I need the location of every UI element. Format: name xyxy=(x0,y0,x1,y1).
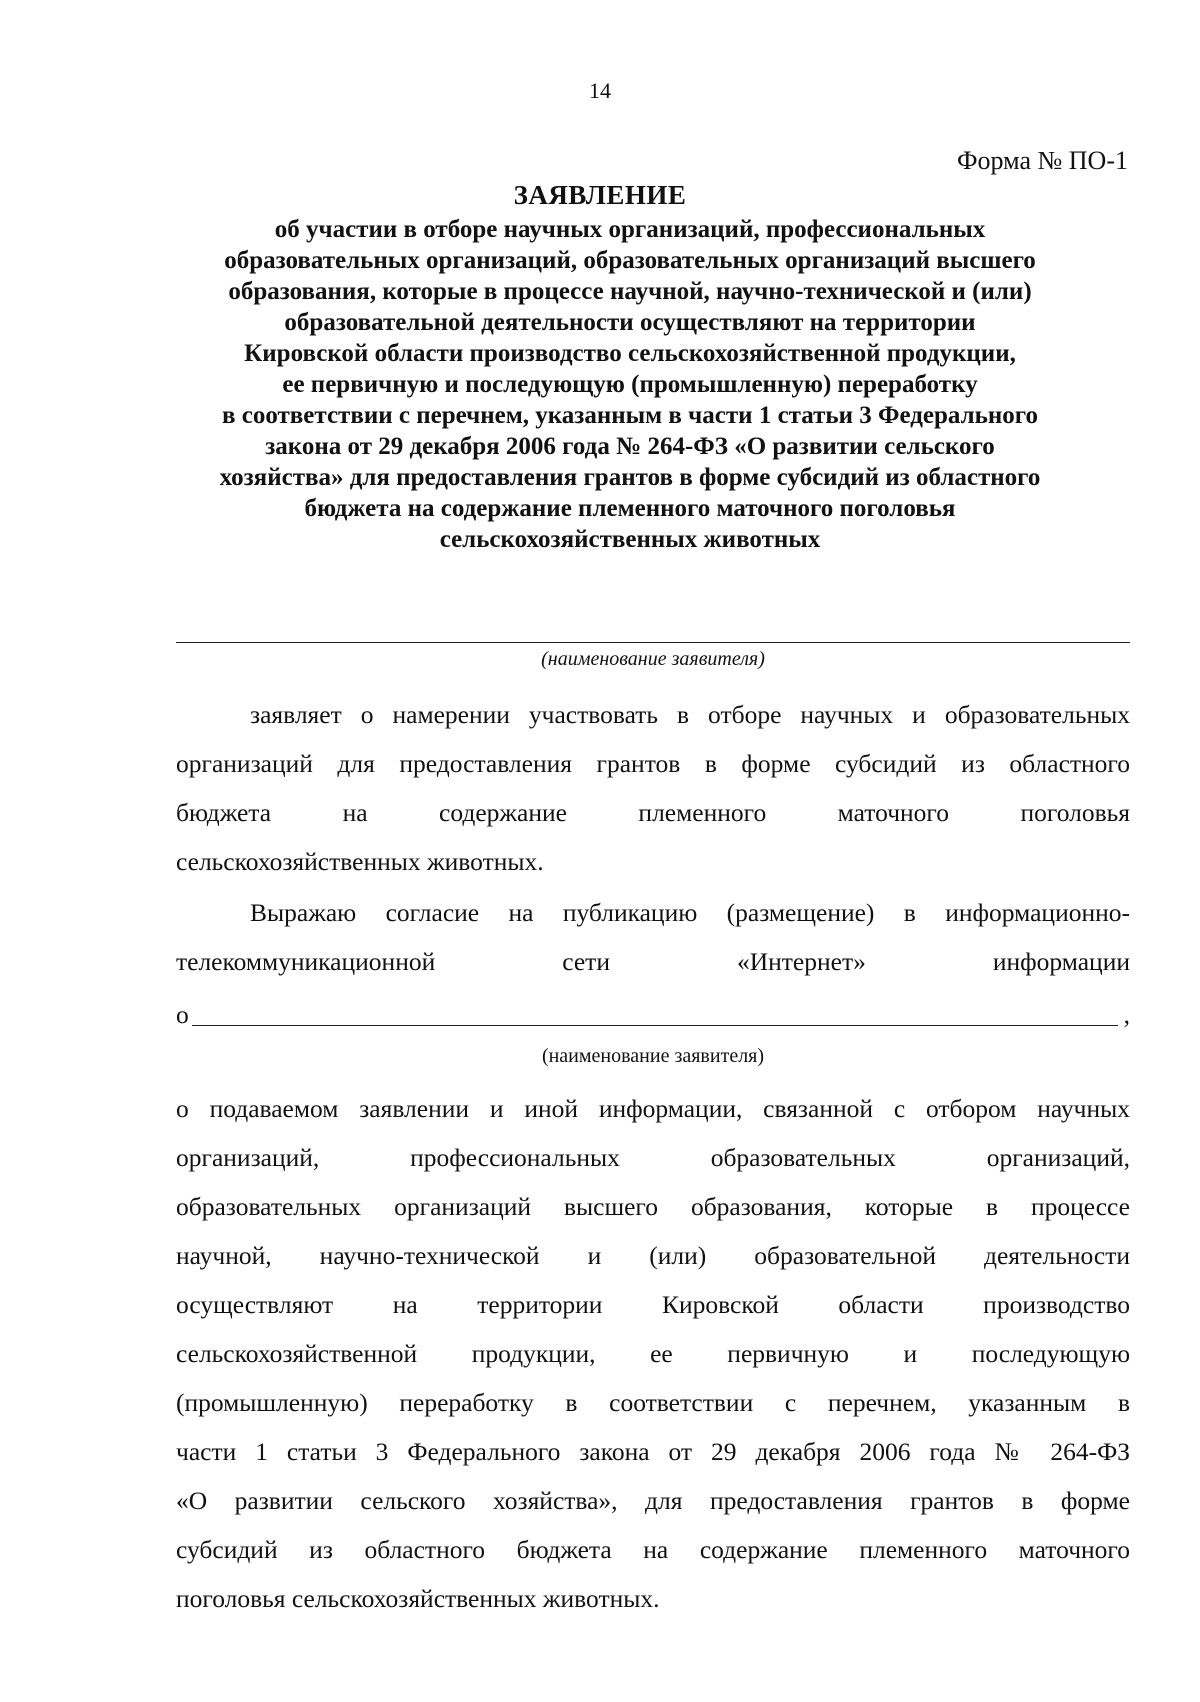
paragraph-line: организаций, профессиональных образовательных организаций, xyxy=(176,1143,1130,1172)
page-number: 14 xyxy=(589,78,611,103)
applicant-caption-italic: (наименование заявителя) xyxy=(541,648,765,670)
paragraph-line: образовательных организаций высшего образования, которые в процессе xyxy=(176,1192,1130,1221)
paragraph-consent xyxy=(176,888,1130,986)
paragraph-line: осуществляют на территории Кировской области производство xyxy=(176,1290,1130,1319)
paragraph-line: телекоммуникационной сети «Интернет» информации xyxy=(176,947,1130,976)
subtitle-line: Кировской области производство сельскохозяйственной продукции, xyxy=(244,340,1016,367)
paragraph-line: сельскохозяйственных животных. xyxy=(176,847,544,876)
applicant-name-field-line-2[interactable] xyxy=(192,1025,1118,1026)
paragraph-line: бюджета на содержание племенного маточного поголовья xyxy=(176,798,1130,827)
subtitle-line: ее первичную и последующую (промышленную) переработку xyxy=(282,371,978,398)
o-prefix: о xyxy=(176,1000,189,1029)
about-applicant-line xyxy=(176,995,1130,1035)
paragraph-details xyxy=(176,1084,1130,1623)
paragraph-line: сельскохозяйственной продукции, ее первичную и последующую xyxy=(176,1339,1130,1368)
applicant-caption-plain: (наименование заявителя) xyxy=(541,1045,765,1067)
paragraph-line: заявляет о намерении участвовать в отборе научных и образовательных xyxy=(250,700,1130,729)
subtitle-line: об участии в отборе научных организаций, профессиональных xyxy=(274,216,986,243)
subtitle-line: бюджета на содержание племенного маточного поголовья xyxy=(304,495,956,522)
paragraph-line: организаций для предоставления грантов в форме субсидий из областного xyxy=(176,749,1130,778)
subtitle-line: образования, которые в процессе научной, научно-технической и (или) xyxy=(228,278,1032,305)
subtitle-line: в соответствии с перечнем, указанным в части 1 статьи 3 Федерального xyxy=(221,402,1038,429)
paragraph-line: субсидий из областного бюджета на содержание племенного маточного xyxy=(176,1535,1130,1564)
paragraph-line: «О развитии сельского хозяйства», для предоставления грантов в форме xyxy=(176,1486,1130,1515)
o-suffix: , xyxy=(1123,1000,1130,1029)
applicant-name-field-line[interactable] xyxy=(176,642,1130,643)
paragraph-line: о подаваемом заявлении и иной информации, связанной с отбором научных xyxy=(176,1094,1130,1123)
subtitle-line: хозяйства» для предоставления грантов в форме субсидий из областного xyxy=(219,464,1041,491)
document-title: ЗАЯВЛЕНИЕ xyxy=(513,180,687,210)
paragraph-intent xyxy=(176,690,1130,886)
paragraph-line: научной, научно-технической и (или) образовательной деятельности xyxy=(176,1241,1130,1270)
subtitle-line: образовательной деятельности осуществляют на территории xyxy=(284,309,976,336)
paragraph-line: части 1 статьи 3 Федерального закона от 29 декабря 2006 года № 264-ФЗ xyxy=(176,1437,1130,1466)
paragraph-line: поголовья сельскохозяйственных животных. xyxy=(176,1584,660,1613)
form-label: Форма № ПО-1 xyxy=(957,146,1128,175)
subtitle-line: закона от 29 декабря 2006 года № 264-ФЗ «О развитии сельского xyxy=(265,433,995,460)
paragraph-line: Выражаю согласие на публикацию (размещение) в информационно- xyxy=(250,898,1130,927)
paragraph-line: (промышленную) переработку в соответствии с перечнем, указанным в xyxy=(176,1388,1130,1417)
subtitle-line: образовательных организаций, образовательных организаций высшего xyxy=(224,247,1036,274)
subtitle-line: сельскохозяйственных животных xyxy=(439,526,821,553)
document-subtitle xyxy=(150,214,1110,555)
